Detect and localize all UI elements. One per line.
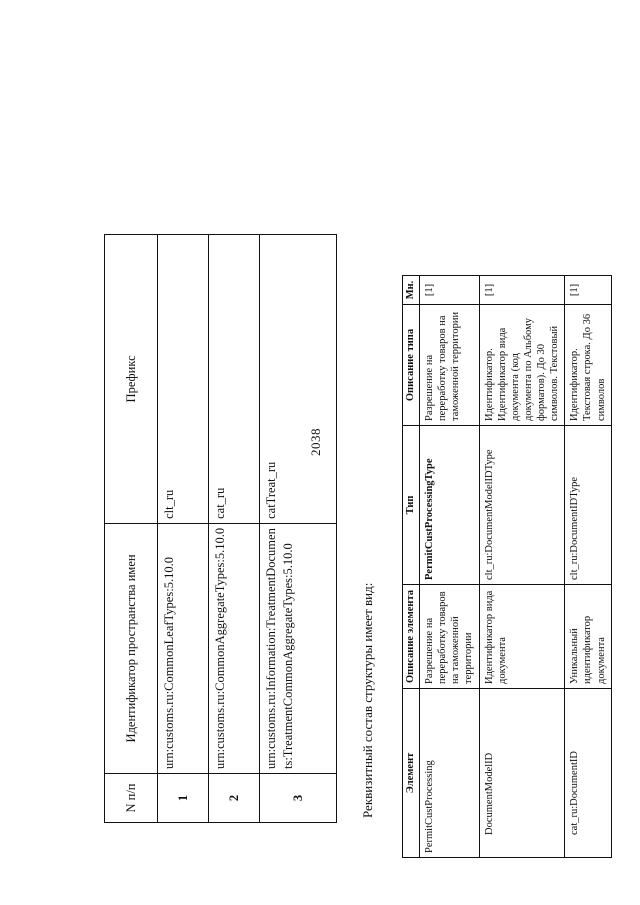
cell-multiplicity: [1] bbox=[565, 276, 611, 305]
cell-element: PermitCustProcessing bbox=[420, 689, 480, 858]
cell-multiplicity: [1] bbox=[479, 276, 565, 305]
header-type: Тип bbox=[403, 426, 420, 585]
table-header-row bbox=[105, 234, 158, 822]
cell-type-description: Разрешение на переработку товаров на таможенной территории bbox=[420, 305, 480, 426]
cell-identifier: urn:customs.ru:Information:TreatmentDocuments:TreatmentCommonAggregateTypes:5.10.0 bbox=[260, 523, 337, 773]
cell-no: 2 bbox=[209, 774, 260, 823]
cell-type-description: Идентификатор. Идентификатор вида документа (код документа по Альбому форматов). До 30 символов. Текстовый bbox=[479, 305, 565, 426]
cell-prefix: clt_ru bbox=[158, 234, 209, 523]
cell-type: clt_ru:DocumentModelIDType bbox=[479, 426, 565, 585]
header-element-description: Описание элемента bbox=[403, 585, 420, 689]
header-type-description: Описание типа bbox=[403, 305, 420, 426]
cell-prefix: catTreat_ru bbox=[260, 234, 337, 523]
cell-multiplicity: [1] bbox=[420, 276, 480, 305]
cell-type-description: Идентификатор. Текстовая строка. До 36 символов bbox=[565, 305, 611, 426]
cell-prefix: cat_ru bbox=[209, 234, 260, 523]
header-no: N п/п bbox=[105, 774, 158, 823]
structure-table-wrapper bbox=[402, 275, 612, 858]
table-row bbox=[158, 234, 209, 822]
cell-element-description: Уникальный идентификатор документа bbox=[565, 585, 611, 689]
cell-element-description: Разрешение на переработку товаров на таможенной территории bbox=[420, 585, 480, 689]
namespaces-table-wrapper bbox=[104, 234, 337, 823]
cell-no: 3 bbox=[260, 774, 337, 823]
header-prefix: Префикс bbox=[105, 234, 158, 523]
cell-identifier: urn:customs.ru:CommonLeafTypes:5.10.0 bbox=[158, 523, 209, 773]
table-row bbox=[420, 276, 480, 858]
table-header-row bbox=[403, 276, 420, 858]
cell-identifier: urn:customs.ru:CommonAggregateTypes:5.10.0 bbox=[209, 523, 260, 773]
cell-type: PermitCustProcessingType bbox=[420, 426, 480, 585]
namespaces-table bbox=[104, 234, 337, 823]
cell-no: 1 bbox=[158, 774, 209, 823]
cell-element: cat_ru:DocumentID bbox=[565, 689, 611, 858]
table-row bbox=[209, 234, 260, 822]
table-row bbox=[479, 276, 565, 858]
cell-element: DocumentModelID bbox=[479, 689, 565, 858]
page-number: 2038 bbox=[308, 428, 323, 456]
table-row bbox=[260, 234, 337, 822]
header-identifier: Идентификатор пространства имен bbox=[105, 523, 158, 773]
header-multiplicity: Мн. bbox=[403, 276, 420, 305]
cell-element-description: Идентификатор вида документа bbox=[479, 585, 565, 689]
table-row bbox=[565, 276, 611, 858]
cell-type: clt_ru:DocumentIDType bbox=[565, 426, 611, 585]
structure-caption: Реквизитный состав структуры имеет вид: bbox=[360, 582, 375, 818]
header-element: Элемент bbox=[403, 689, 420, 858]
structure-table bbox=[402, 275, 612, 858]
